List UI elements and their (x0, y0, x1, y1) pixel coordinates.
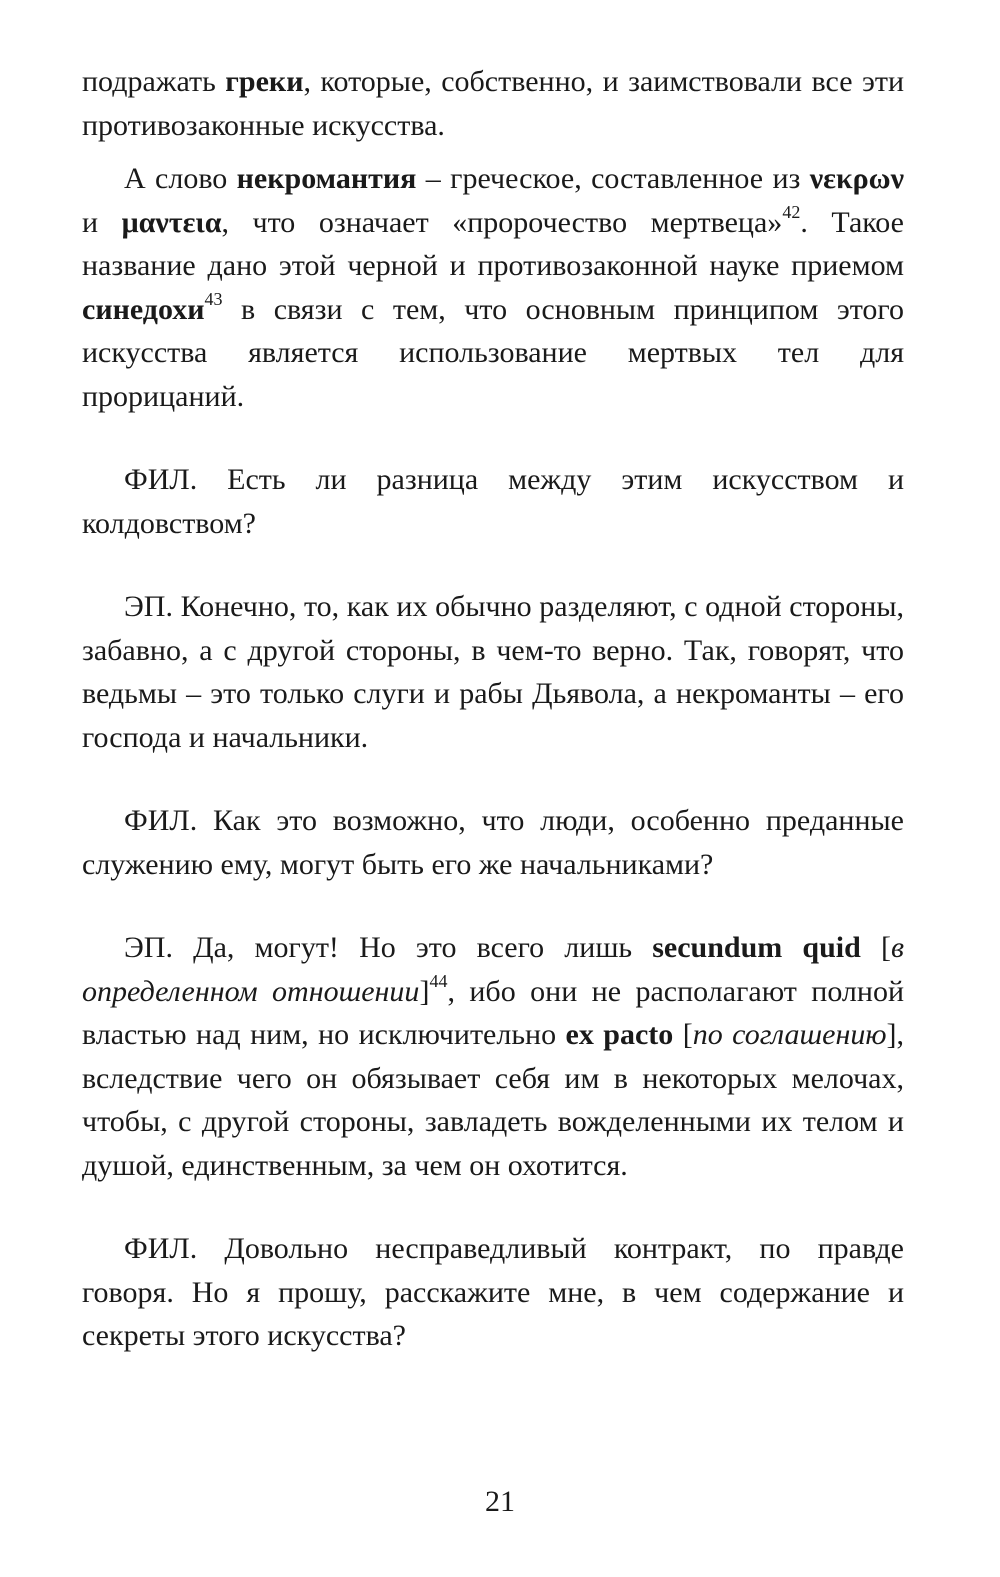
dialogue-phil-1 (82, 458, 904, 545)
text-run: и (82, 205, 122, 239)
dialogue-phil-2 (82, 799, 904, 886)
italic-text: в определенном отношении (82, 931, 904, 1008)
text-run: ЭП. Конечно, то, как их обычно разделяют, с одной стороны, забавно, а с другой стороны, в чем-то верно. Так, говорят, что ведьмы – это только слуги и рабы Дьявола, а некроманты – его господа и начальники. (82, 590, 904, 754)
footnote-ref: 44 (429, 970, 448, 991)
text-run: А слово (124, 162, 237, 195)
text-run: подражать (82, 65, 226, 98)
text-run: [ (673, 1018, 693, 1051)
text-run: ] (419, 974, 430, 1008)
bold-text: secundum quid (652, 931, 861, 964)
text-run: ], вследствие чего он обязывает себя им в некоторых мелочах, чтобы, с другой стороны, завладеть вожделенными их телом и душой, единственным, за чем он охотится. (82, 1018, 904, 1182)
text-run: , ибо они не располагают полной властью над ним, но исключительно (82, 974, 904, 1051)
footnote-ref: 42 (782, 201, 801, 222)
text-run: ЭП. Да, могут! Но это всего лишь (124, 931, 653, 964)
bold-text: греки (225, 65, 304, 98)
text-run: . Такое название дано этой черной и противозаконной науке приемом (82, 205, 904, 282)
text-run: ФИЛ. Как это возможно, что люди, особенно преданные служению ему, могут быть его же начальниками? (82, 804, 904, 881)
bold-text: синедохи (82, 292, 205, 326)
italic-text: по соглашению (692, 1018, 887, 1051)
text-run: , что означает «пророчество мертвеца» (221, 205, 783, 239)
text-run: [ (860, 931, 891, 964)
text-run: в связи с тем, что основным принципом этого искусства является использование мертвых тел для прорицаний. (82, 292, 904, 413)
bold-text: νεκρων (809, 162, 904, 195)
bold-text: ex pacto (565, 1018, 674, 1051)
paragraph-continuation (82, 60, 904, 147)
text-run: ФИЛ. Есть ли разница между этим искусством и колдовством? (82, 463, 904, 540)
text-run: – греческое, составленное из (416, 162, 810, 195)
paragraph-necromancy-etymology (82, 157, 904, 418)
dialogue-phil-3 (82, 1227, 904, 1358)
page-text (82, 60, 904, 1358)
text-run: ФИЛ. Довольно несправедливый контракт, по правде говоря. Но я прошу, расскажите мне, в чем содержание и секреты этого искусства? (82, 1232, 904, 1352)
text-run: , которые, собственно, и заимствовали все эти противозаконные искусства. (82, 65, 904, 142)
bold-text: некромантия (236, 162, 417, 195)
dialogue-ep-1 (82, 585, 904, 759)
dialogue-ep-2 (82, 926, 904, 1187)
bold-text: μαντεια (121, 205, 222, 239)
page-number: 21 (485, 1485, 515, 1518)
footnote-ref: 43 (204, 288, 223, 309)
